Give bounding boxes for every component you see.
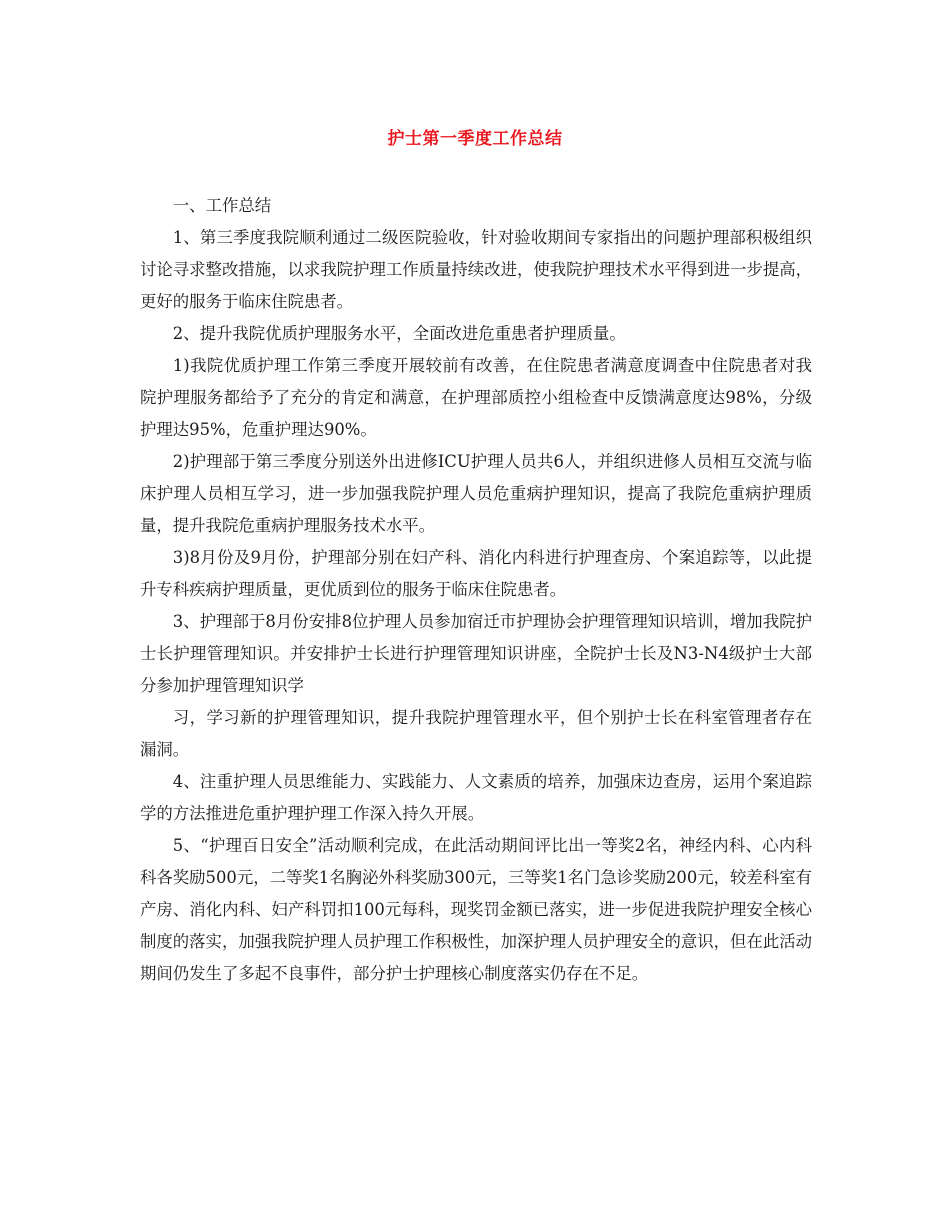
paragraph-item-1: 1、第三季度我院顺利通过二级医院验收，针对验收期间专家指出的问题护理部积极组织讨论寻求整改措施，以求我院护理工作质量持续改进，使我院护理技术水平得到进一步提高，更好的服务于临床住院患者。 bbox=[140, 228, 813, 311]
paragraph-subitem-2: 2)护理部于第三季度分别送外出进修ICU护理人员共6人，并组织进修人员相互交流与临床护理人员相互学习，进一步加强我院护理人员危重病护理知识，提高了我院危重病护理质量，提升我院危重病护理服务技术水平。 bbox=[140, 452, 812, 535]
paragraph-item-5: 5、“护理百日安全”活动顺利完成，在此活动期间评比出一等奖2名，神经内科、心内科科各奖励500元，二等奖1名胸泌外科奖励300元，三等奖1名门急诊奖励200元，较差科室有产房、消化内科、妇产科罚扣100元每科，现奖罚金额已落实，进一步促进我院护理安全核心制度的落实，加强我院护理人员护理工作积极性，加深护理人员护理安全的意识，但在此活动期间仍发生了多起不良事件，部分护士护理核心制度落实仍存在不足。 bbox=[140, 836, 813, 983]
paragraph-subitem-1: 1)我院优质护理工作第三季度开展较前有改善，在住院患者满意度调查中住院患者对我院护理服务都给予了充分的肯定和满意，在护理部质控小组检查中反馈满意度达98%，分级护理达95%，危重护理达90%。 bbox=[140, 356, 812, 439]
paragraph-item-4: 4、注重护理人员思维能力、实践能力、人文素质的培养，加强床边查房，运用个案追踪学的方法推进危重护理护理工作深入持久开展。 bbox=[140, 772, 812, 823]
document-title: 护士第一季度工作总结 bbox=[387, 129, 563, 149]
document-body bbox=[140, 190, 812, 990]
paragraph-item-3: 3、护理部于8月份安排8位护理人员参加宿迁市护理协会护理管理知识培训，增加我院护士长护理管理知识。并安排护士长进行护理管理知识讲座，全院护士长及N3-N4级护士大部分参加护理管理知识学 bbox=[140, 612, 812, 695]
paragraph-item-3-continued: 习，学习新的护理管理知识，提升我院护理管理水平，但个别护士长在科室管理者存在漏洞。 bbox=[140, 708, 812, 759]
section-heading: 一、工作总结 bbox=[172, 196, 272, 215]
paragraph-item-2: 2、提升我院优质护理服务水平，全面改进危重患者护理质量。 bbox=[172, 324, 626, 343]
paragraph-subitem-3: 3)8月份及9月份，护理部分别在妇产科、消化内科进行护理查房、个案追踪等，以此提升专科疾病护理质量，更优质到位的服务于临床住院患者。 bbox=[140, 548, 812, 599]
